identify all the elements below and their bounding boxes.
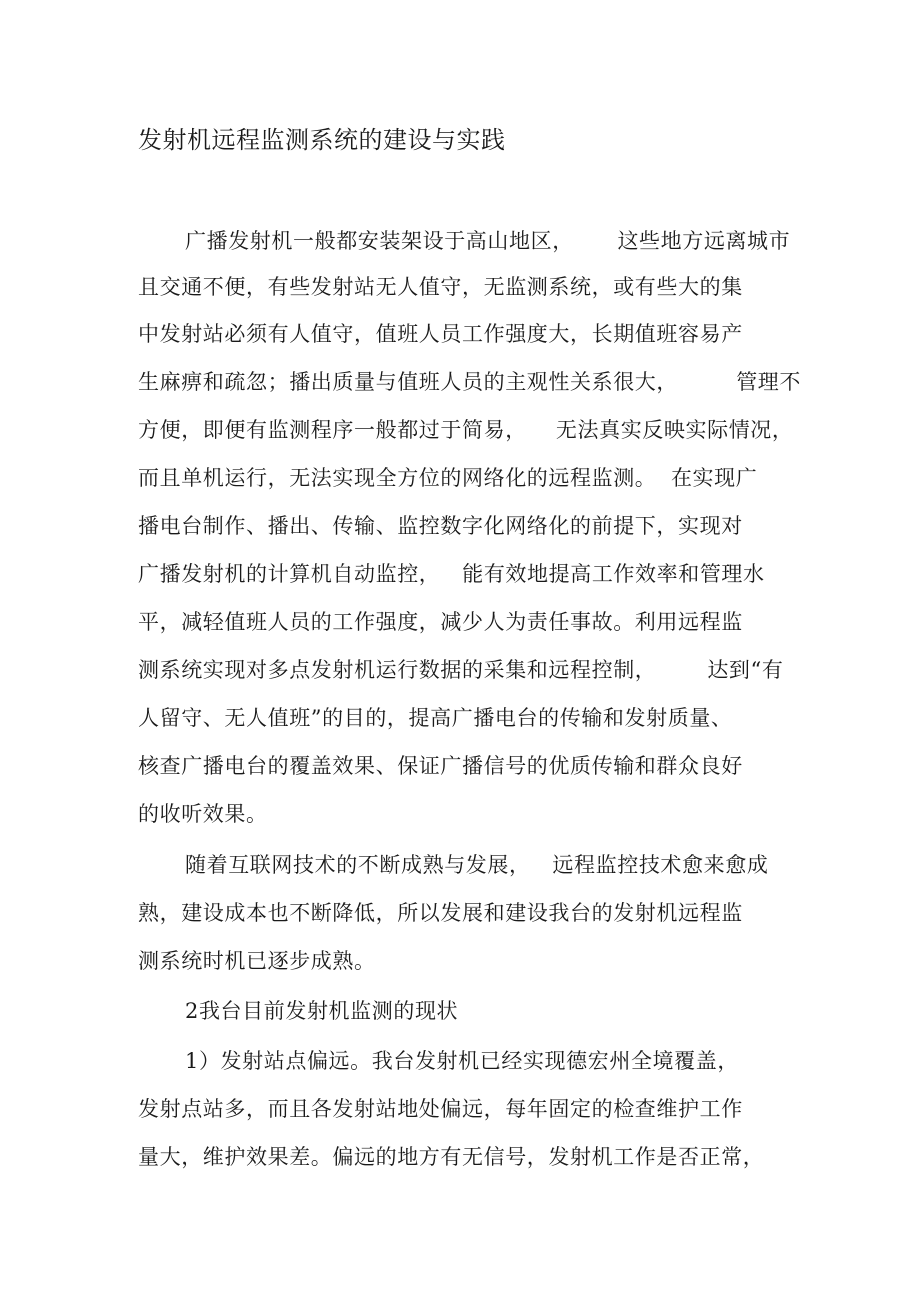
paragraph-line: 平，减轻值班人员的工作强度，减少人为责任事故。利用远程监 [138,610,743,634]
paragraph-line: 且交通不便，有些发射站无人值守，无监测系统，或有些大的集 [138,275,743,299]
paragraph-line: 方便，即便有监测程序一般都过于简易， 无法真实反映实际情况， [138,418,794,442]
paragraph-line: 测系统实现对多点发射机运行数据的采集和远程控制， 达到“有 [138,658,784,682]
paragraph-line: 广播发射机一般都安装架设于高山地区， 这些地方远离城市 [185,229,791,253]
paragraph-line: 播电台制作、播出、传输、监控数字化网络化的前提下，实现对 [138,514,743,538]
paragraph-line: 的收听效果。 [138,802,268,826]
paragraph-line: 1）发射站点偏远。我台发射机已经实现德宏州全境覆盖， [185,1049,739,1073]
paragraph-line: 测系统时机已逐步成熟。 [138,949,376,973]
paragraph-line: 广播发射机的计算机自动监控， 能有效地提高工作效率和管理水 [138,562,765,586]
paragraph-line: 中发射站必须有人值守，值班人员工作强度大，长期值班容易产 [138,322,743,346]
paragraph-line: 量大，维护效果差。偏远的地方有无信号，发射机工作是否正常， [138,1145,765,1169]
paragraph-line: 核查广播电台的覆盖效果、保证广播信号的优质传输和群众良好 [138,754,743,778]
paragraph-line: 人留守、无人值班”的目的，提高广播电台的传输和发射质量、 [138,706,733,730]
paragraph-line: 随着互联网技术的不断成熟与发展， 远程监控技术愈来愈成 [185,853,769,877]
paragraph-line: 生麻痹和疏忽；播出质量与值班人员的主观性关系很大， 管理不 [138,370,801,394]
paragraph-line: 熟，建设成本也不断降低，所以发展和建设我台的发射机远程监 [138,901,743,925]
section-heading: 2我台目前发射机监测的现状 [185,999,459,1023]
paragraph-line: 发射点站多，而且各发射站地处偏远，每年固定的检查维护工作 [138,1097,743,1121]
document-title: 发射机远程监测系统的建设与实践 [138,126,506,154]
paragraph-line: 而且单机运行，无法实现全方位的网络化的远程监测。 在实现广 [138,466,758,490]
